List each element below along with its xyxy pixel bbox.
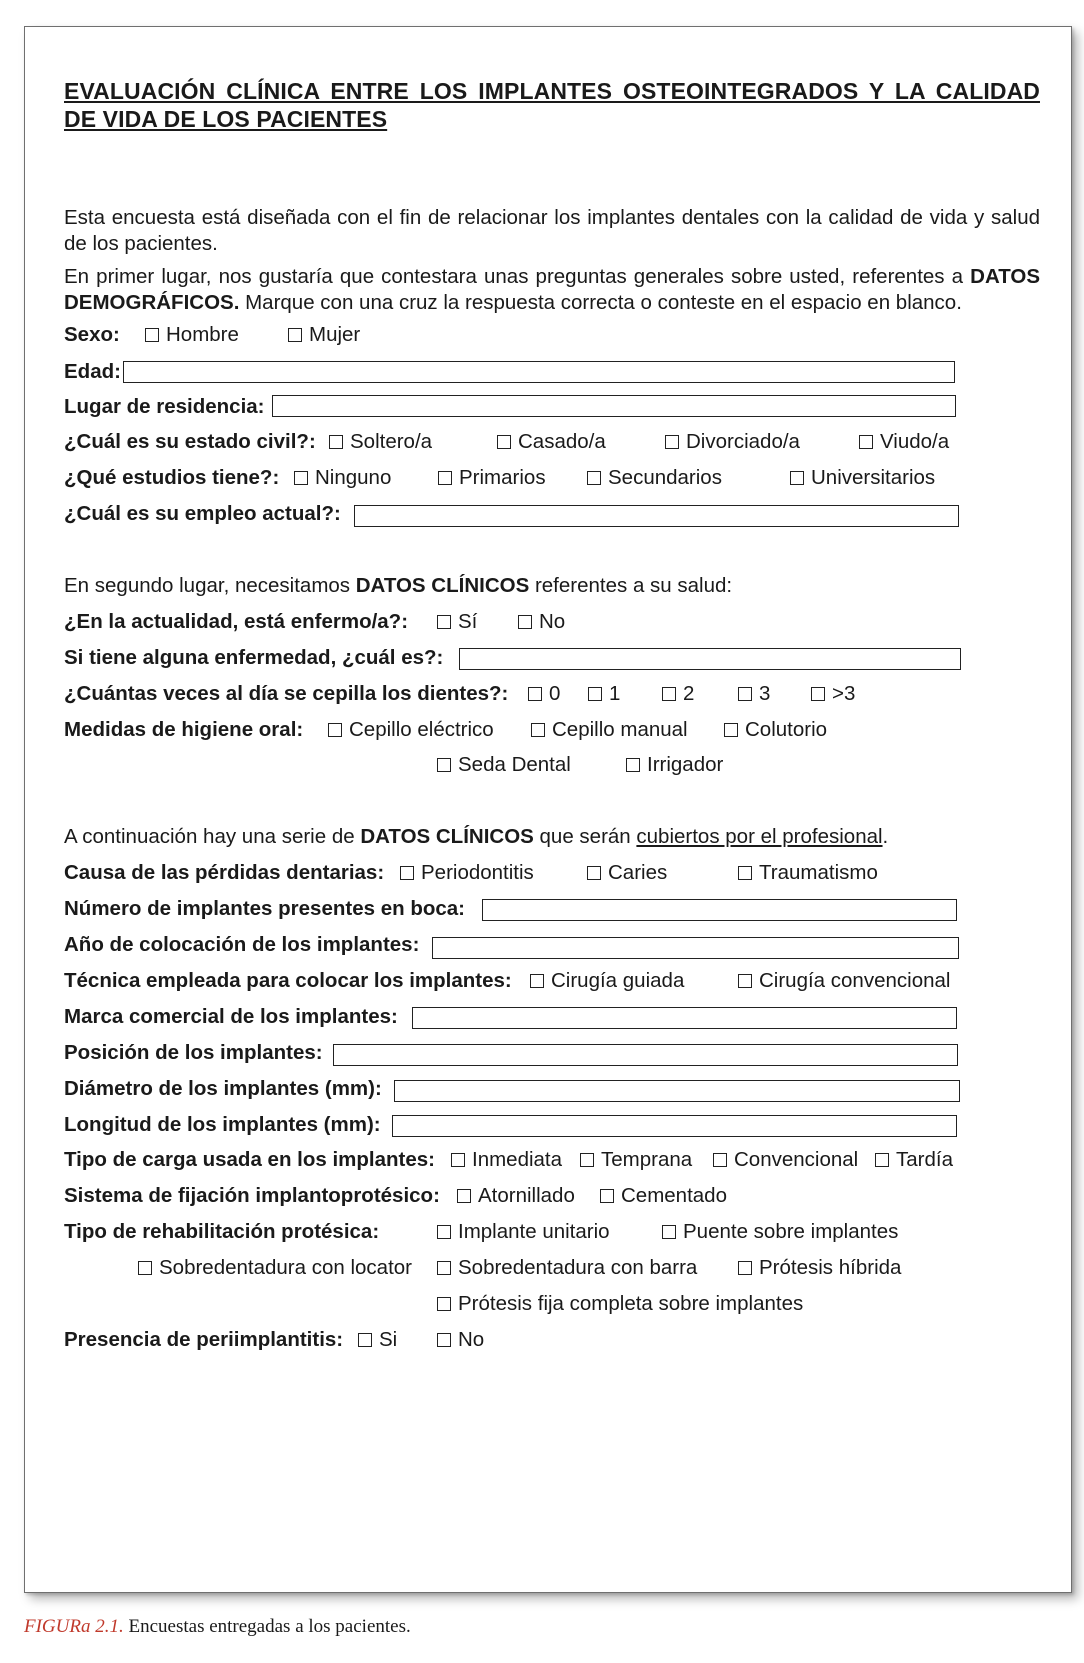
age-field[interactable]: [123, 361, 955, 383]
technique-label: Técnica empleada para colocar los implantes:: [64, 969, 512, 992]
checkbox-icon[interactable]: [437, 758, 451, 772]
position-label: Posición de los implantes:: [64, 1041, 323, 1064]
checkbox-icon[interactable]: [437, 1297, 451, 1311]
checkbox-icon[interactable]: [875, 1153, 889, 1167]
brand-field[interactable]: [412, 1007, 957, 1029]
sex-question: Sexo:: [64, 323, 120, 346]
rehab-option-bridge[interactable]: Puente sobre implantes: [662, 1219, 898, 1245]
checkbox-icon[interactable]: [580, 1153, 594, 1167]
placement-year-field[interactable]: [432, 937, 959, 959]
sick-label: ¿En la actualidad, está enfermo/a?:: [64, 610, 409, 633]
brushing-label: ¿Cuántas veces al día se cepilla los dientes?:: [64, 682, 509, 705]
technique-option-conventional[interactable]: Cirugía convencional: [738, 968, 950, 994]
sick-option-no[interactable]: No: [518, 609, 565, 635]
fixation-option-screwed[interactable]: Atornillado: [457, 1183, 575, 1209]
diameter-field[interactable]: [394, 1080, 960, 1102]
brushing-option-1[interactable]: 1: [588, 681, 620, 707]
hygiene-option-electric-brush[interactable]: Cepillo eléctrico: [328, 717, 494, 743]
checkbox-icon[interactable]: [437, 615, 451, 629]
tooth-loss-label: Causa de las pérdidas dentarias:: [64, 861, 385, 884]
implant-number-label: Número de implantes presentes en boca:: [64, 897, 466, 920]
sex-option-mujer[interactable]: Mujer: [288, 322, 360, 348]
checkbox-icon[interactable]: [738, 974, 752, 988]
rehab-option-hybrid[interactable]: Prótesis híbrida: [738, 1255, 901, 1281]
sex-option-hombre[interactable]: Hombre: [145, 322, 239, 348]
checkbox-icon[interactable]: [457, 1189, 471, 1203]
checkbox-icon[interactable]: [451, 1153, 465, 1167]
hygiene-option-irrigator[interactable]: Irrigador: [626, 752, 723, 778]
length-field[interactable]: [392, 1115, 957, 1137]
clinical-heading: DATOS CLÍNICOS: [355, 574, 530, 597]
rehab-option-overdenture-locator[interactable]: Sobredentadura con locator: [138, 1255, 412, 1281]
studies-label: ¿Qué estudios tiene?:: [64, 466, 280, 489]
checkbox-icon[interactable]: [738, 866, 752, 880]
disease-label: Si tiene alguna enfermedad, ¿cuál es?:: [64, 646, 444, 669]
checkbox-icon[interactable]: [328, 723, 342, 737]
clinical-intro: En segundo lugar, necesitamos DATOS CLÍNICOS referentes a su salud:: [64, 574, 733, 597]
hygiene-option-manual-brush[interactable]: Cepillo manual: [531, 717, 688, 743]
checkbox-icon[interactable]: [811, 687, 825, 701]
loss-option-caries[interactable]: Caries: [587, 860, 667, 886]
hygiene-option-floss[interactable]: Seda Dental: [437, 752, 571, 778]
checkbox-icon[interactable]: [587, 866, 601, 880]
checkbox-icon[interactable]: [400, 866, 414, 880]
rehab-option-single-implant[interactable]: Implante unitario: [437, 1219, 610, 1245]
checkbox-icon[interactable]: [138, 1261, 152, 1275]
length-label: Longitud de los implantes (mm):: [64, 1113, 381, 1136]
checkbox-icon[interactable]: [662, 1225, 676, 1239]
civil-option-casado[interactable]: Casado/a: [497, 429, 606, 455]
brushing-option-more[interactable]: >3: [811, 681, 855, 707]
load-option-conventional[interactable]: Convencional: [713, 1147, 858, 1173]
placement-year-label: Año de colocación de los implantes:: [64, 933, 420, 956]
civil-option-divorciado[interactable]: Divorciado/a: [665, 429, 800, 455]
checkbox-icon[interactable]: [665, 435, 679, 449]
civil-option-soltero[interactable]: Soltero/a: [329, 429, 432, 455]
civil-option-viudo[interactable]: Viudo/a: [859, 429, 949, 455]
loss-option-periodontitis[interactable]: Periodontitis: [400, 860, 534, 886]
periimplantitis-option-si[interactable]: Si: [358, 1327, 397, 1353]
survey-title: EVALUACIÓN CLÍNICA ENTRE LOS IMPLANTES OSTEOINTEGRADOS Y LA CALIDAD DE VIDA DE LOS PACIENTES: [64, 78, 1040, 132]
checkbox-icon[interactable]: [588, 687, 602, 701]
periimplantitis-option-no[interactable]: No: [437, 1327, 484, 1353]
diameter-label: Diámetro de los implantes (mm):: [64, 1077, 382, 1100]
implant-number-field[interactable]: [482, 899, 957, 921]
checkbox-icon[interactable]: [738, 687, 752, 701]
intro-paragraph: Esta encuesta está diseñada con el fin de relacionar los implantes dentales con la calidad de vida y salud de los pacientes.: [64, 206, 1040, 255]
checkbox-icon[interactable]: [528, 687, 542, 701]
checkbox-icon[interactable]: [626, 758, 640, 772]
rehabilitation-label: Tipo de rehabilitación protésica:: [64, 1220, 380, 1243]
residence-field[interactable]: [272, 395, 956, 417]
loss-option-trauma[interactable]: Traumatismo: [738, 860, 878, 886]
checkbox-icon[interactable]: [358, 1333, 372, 1347]
brand-label: Marca comercial de los implantes:: [64, 1005, 398, 1028]
disease-field[interactable]: [459, 648, 961, 670]
checkbox-icon[interactable]: [600, 1189, 614, 1203]
demographics-heading: DATOS DEMOGRÁFICOS.: [64, 265, 1040, 314]
brushing-option-2[interactable]: 2: [662, 681, 694, 707]
hygiene-label: Medidas de higiene oral:: [64, 718, 304, 741]
job-field[interactable]: [354, 505, 959, 527]
checkbox-icon[interactable]: [518, 615, 532, 629]
civil-status-label: ¿Cuál es su estado civil?:: [64, 430, 316, 453]
checkbox-icon[interactable]: [437, 1333, 451, 1347]
checkbox-icon[interactable]: [530, 974, 544, 988]
demographics-intro: En primer lugar, nos gustaría que contestara unas preguntas generales sobre usted, referentes a DATOS DEMOGRÁFICOS. Marque con una cruz la respuesta correcta o conteste en el espacio en blanco.: [64, 265, 1040, 314]
studies-option-ninguno[interactable]: Ninguno: [294, 465, 391, 491]
checkbox-icon[interactable]: [662, 687, 676, 701]
checkbox-icon[interactable]: [497, 435, 511, 449]
checkbox-icon[interactable]: [790, 471, 804, 485]
brushing-option-3[interactable]: 3: [738, 681, 770, 707]
hygiene-option-mouthwash[interactable]: Colutorio: [724, 717, 827, 743]
fixation-label: Sistema de fijación implantoprotésico:: [64, 1184, 440, 1207]
checkbox-icon[interactable]: [329, 435, 343, 449]
position-field[interactable]: [333, 1044, 958, 1066]
job-label: ¿Cuál es su empleo actual?:: [64, 502, 341, 525]
survey-page: [24, 26, 1072, 1593]
checkbox-icon[interactable]: [145, 328, 159, 342]
checkbox-icon[interactable]: [587, 471, 601, 485]
rehab-option-full-fixed[interactable]: Prótesis fija completa sobre implantes: [437, 1291, 803, 1317]
load-option-early[interactable]: Temprana: [580, 1147, 692, 1173]
figure-caption: FIGURa 2.1. Encuestas entregadas a los pacientes.: [24, 1616, 411, 1637]
sick-option-si[interactable]: Sí: [437, 609, 477, 635]
checkbox-icon[interactable]: [288, 328, 302, 342]
professional-intro: A continuación hay una serie de DATOS CLÍNICOS que serán cubiertos por el profesional.: [64, 825, 889, 848]
periimplantitis-label: Presencia de periimplantitis:: [64, 1328, 344, 1351]
checkbox-icon[interactable]: [724, 723, 738, 737]
studies-option-primarios[interactable]: Primarios: [438, 465, 546, 491]
studies-option-secundarios[interactable]: Secundarios: [587, 465, 722, 491]
technique-option-guided[interactable]: Cirugía guiada: [530, 968, 684, 994]
figure-number: FIGURa 2.1.: [24, 1616, 124, 1637]
checkbox-icon[interactable]: [713, 1153, 727, 1167]
checkbox-icon[interactable]: [531, 723, 545, 737]
checkbox-icon[interactable]: [294, 471, 308, 485]
studies-option-universitarios[interactable]: Universitarios: [790, 465, 935, 491]
load-option-immediate[interactable]: Inmediata: [451, 1147, 562, 1173]
checkbox-icon[interactable]: [437, 1225, 451, 1239]
brushing-option-0[interactable]: 0: [528, 681, 560, 707]
checkbox-icon[interactable]: [859, 435, 873, 449]
load-option-late[interactable]: Tardía: [875, 1147, 953, 1173]
professional-heading: DATOS CLÍNICOS: [360, 825, 534, 848]
load-type-label: Tipo de carga usada en los implantes:: [64, 1148, 436, 1171]
residence-label: Lugar de residencia:: [64, 395, 265, 418]
checkbox-icon[interactable]: [437, 1261, 451, 1275]
fixation-option-cemented[interactable]: Cementado: [600, 1183, 727, 1209]
checkbox-icon[interactable]: [438, 471, 452, 485]
checkbox-icon[interactable]: [738, 1261, 752, 1275]
age-label: Edad:: [64, 360, 121, 383]
rehab-option-overdenture-bar[interactable]: Sobredentadura con barra: [437, 1255, 697, 1281]
